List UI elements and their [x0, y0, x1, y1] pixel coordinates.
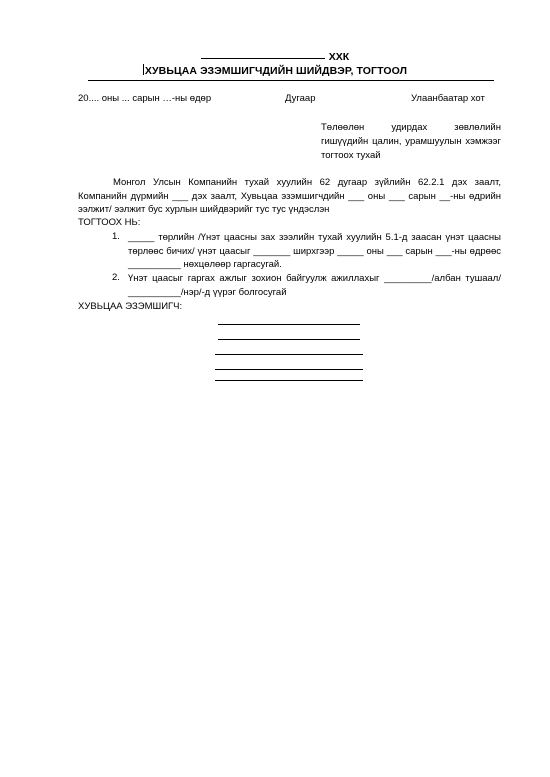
signature-line[interactable] [218, 324, 360, 325]
document-date: 20.... оны ... сарын …-ны өдөр [78, 93, 212, 104]
document-title [0, 64, 550, 77]
resolves-label: ТОГТООХ НЬ: [78, 217, 141, 228]
resolution-item-text: _____ төрлийн /Үнэт цаасны зах зээлийн тухай хуулийн 5.1-д заасан үнэт цаасны төрлөөс бичих/ үнэт цаасыг _______ ширхгээр _____ оны ___ сарын ___-ны өдрөөс __________ нөхцөлөөр гаргасугай. [128, 232, 501, 271]
signer-label: ХУВЬЦАА ЭЗЭМШИГЧ: [78, 301, 183, 312]
resolution-item-number: 1. [112, 231, 120, 242]
signature-line[interactable] [215, 380, 363, 381]
document-place: Улаанбаатар хот [411, 93, 485, 104]
header-rule [88, 80, 494, 81]
resolution-item-number: 2. [112, 272, 120, 283]
document-number: Дугаар [285, 93, 316, 104]
text-cursor [143, 64, 144, 75]
company-name-blank[interactable] [201, 50, 325, 59]
document-subject: Төлөөлөн удирдах зөвлөлийн гишүүдийн цалин, урамшуулын хэмжээг тогтоох тухай [321, 122, 501, 161]
company-header [0, 50, 550, 63]
company-suffix: ХХК [328, 51, 350, 63]
preamble-paragraph: Монгол Улсын Компанийн тухай хуулийн 62 дугаар зүйлийн 62.2.1 дэх заалт, Компанийн дүрмийн ___ дэх заалт, Хувьцаа эзэмшигчдийн ___ оны ___ сарын __-ны өдрийн ээлжит/ ээлжит бус хурлын шийдвэрийг тус тус үндэслэн [78, 177, 501, 216]
document-title-text: ХУВЬЦАА ЭЗЭМШИГЧДИЙН ШИЙДВЭР, ТОГТООЛ [144, 65, 408, 77]
signature-line[interactable] [215, 369, 363, 370]
signature-line[interactable] [218, 339, 360, 340]
signature-line[interactable] [215, 354, 363, 355]
resolution-item-text: Үнэт цаасыг гаргах ажлыг зохион байгуулж ажиллахыг _________/албан тушаал/ __________/нэр/-д үүрэг болгосугай [128, 273, 501, 298]
